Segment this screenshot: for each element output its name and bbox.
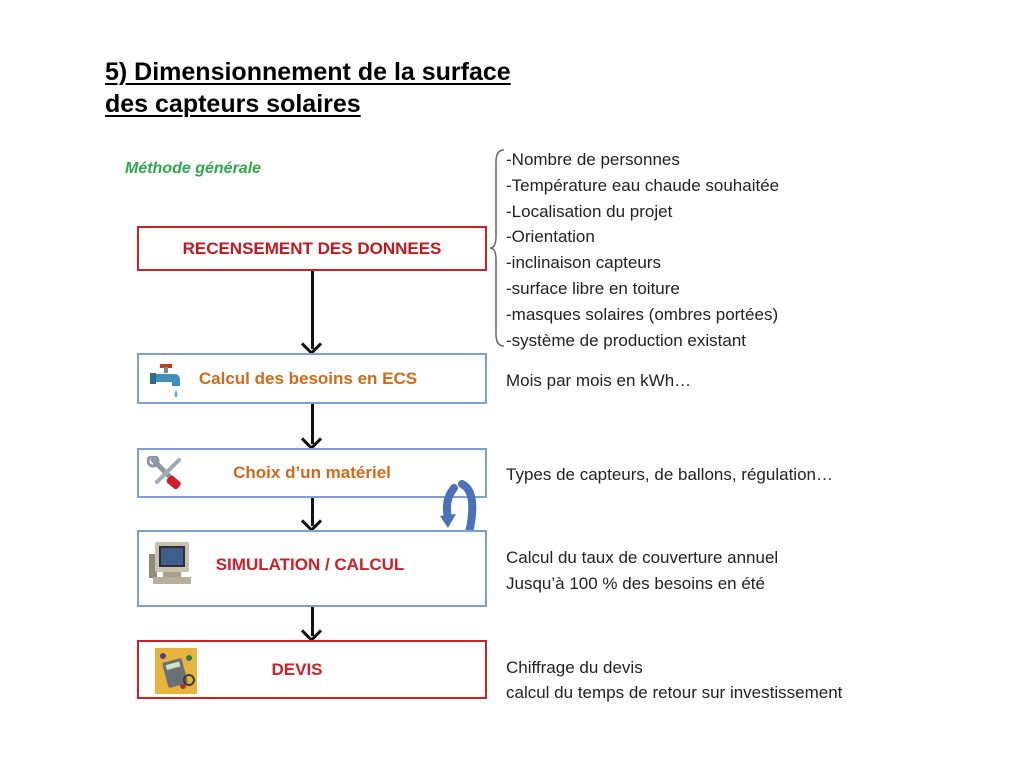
note-devis-line-2: calcul du temps de retour sur investissement bbox=[506, 683, 843, 702]
note-simulation-line-2: Jusqu’à 100 % des besoins en été bbox=[506, 574, 765, 593]
data-list-item: -système de production existant bbox=[506, 330, 747, 350]
step-devis bbox=[137, 640, 487, 699]
step-choix-materiel bbox=[137, 448, 487, 498]
note-ecs: Mois par mois en kWh… bbox=[506, 371, 692, 390]
slide-title bbox=[105, 56, 511, 120]
curly-brace bbox=[488, 148, 508, 348]
data-list-item: -Localisation du projet bbox=[506, 201, 673, 221]
flow-arrow-3 bbox=[311, 498, 314, 526]
data-list-item: -Orientation bbox=[506, 227, 595, 247]
step-calcul-ecs bbox=[137, 353, 487, 404]
faucet-icon bbox=[148, 362, 182, 402]
flow-arrow-4 bbox=[311, 607, 314, 636]
note-devis-line-1: Chiffrage du devis bbox=[506, 658, 643, 677]
flow-arrow-1 bbox=[311, 271, 314, 349]
step-choix-materiel-label: Choix d’un matériel bbox=[233, 463, 391, 482]
step-simulation-label: SIMULATION / CALCUL bbox=[215, 554, 405, 574]
step-calcul-ecs-label: Calcul des besoins en ECS bbox=[198, 368, 418, 388]
step-recensement-label: RECENSEMENT DES DONNEES bbox=[182, 238, 442, 258]
data-list bbox=[506, 147, 779, 353]
computer-icon bbox=[145, 540, 193, 586]
step-devis-label: DEVIS bbox=[271, 659, 323, 679]
flow-arrow-2 bbox=[311, 404, 314, 444]
calculator-icon bbox=[153, 646, 199, 696]
data-list-item: -masques solaires (ombres portées) bbox=[506, 304, 779, 324]
data-list-item: -inclinaison capteurs bbox=[506, 253, 661, 273]
step-simulation bbox=[137, 530, 487, 607]
tools-icon bbox=[147, 456, 187, 494]
data-list-item: -Nombre de personnes bbox=[506, 150, 680, 169]
note-materiel: Types de capteurs, de ballons, régulation… bbox=[506, 465, 833, 484]
data-list-item: -Température eau chaude souhaitée bbox=[506, 175, 780, 195]
note-simulation-line-1: Calcul du taux de couverture annuel bbox=[506, 548, 779, 567]
title-line-1: 5) Dimensionnement de la surface bbox=[105, 58, 511, 86]
title-line-2: des capteurs solaires bbox=[105, 90, 361, 118]
data-list-item: -surface libre en toiture bbox=[506, 278, 680, 298]
step-recensement bbox=[137, 226, 487, 271]
method-label: Méthode générale bbox=[125, 160, 262, 177]
